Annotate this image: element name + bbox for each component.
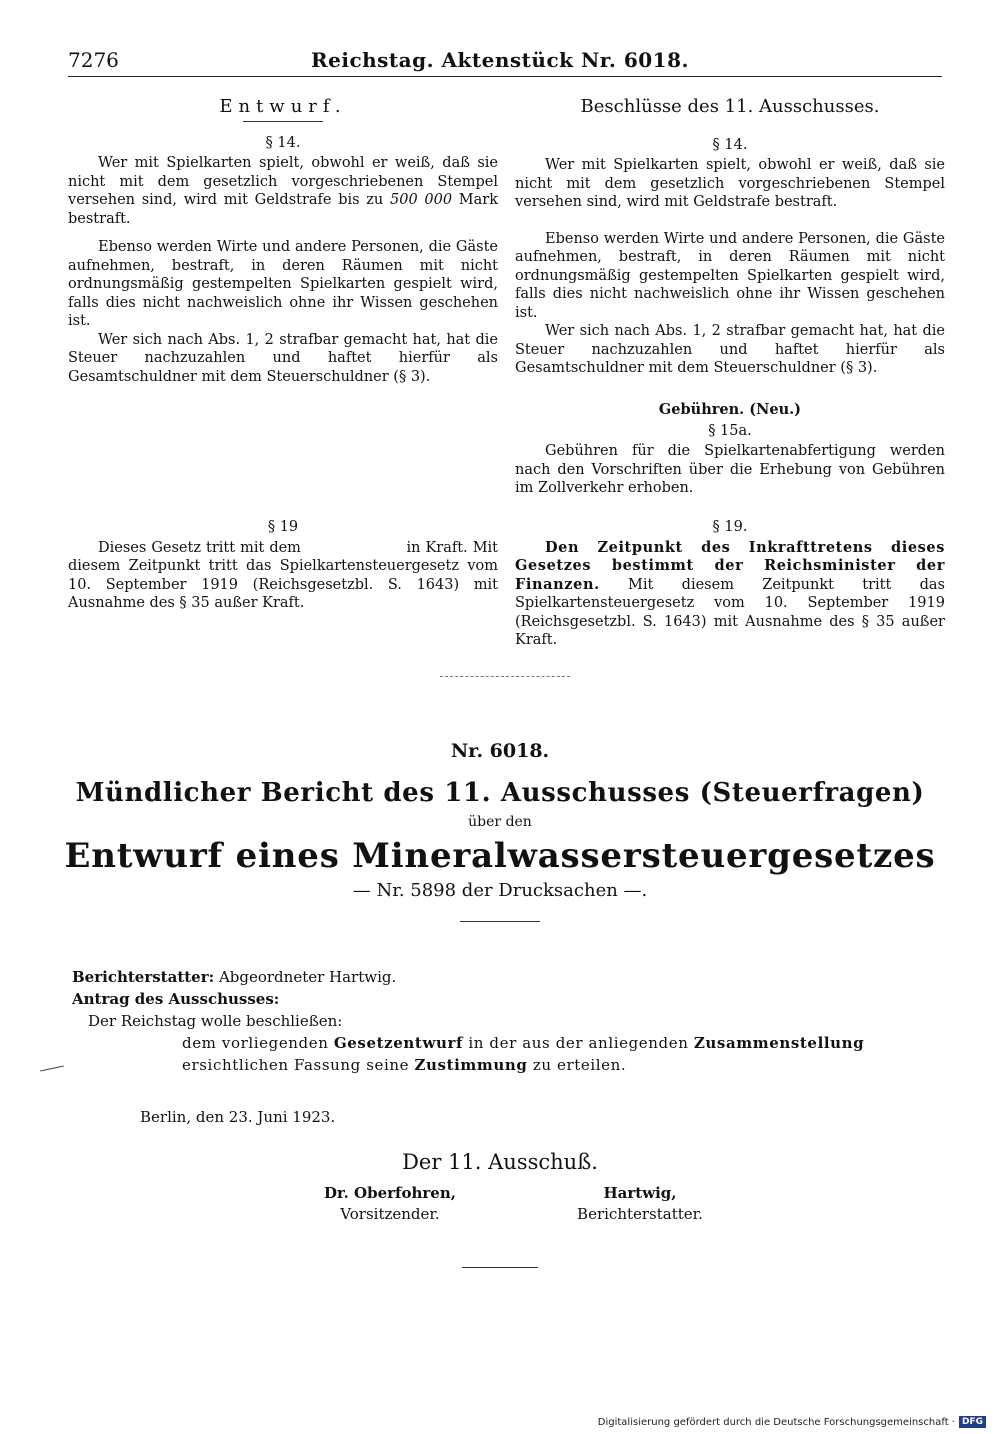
right-s14-para2: Ebenso werden Wirte und andere Personen, die Gäste aufnehmen, bestraft, in deren Räumen mit nicht ordnungsmäßig gestempelten Spielkarten gespielt wird, falls dies nicht nachweislich ohne ihr Wissen geschehen ist. [515,230,945,321]
right-s19-rest: Mit diesem Zeitpunkt tritt das Spielkartensteuergesetz vom 10. September 1919 (Reichsgesetzbl. S. 1643) mit Ausnahme des § 35 außer Kraft. [515,576,945,648]
right-s19-bold: Den Zeitpunkt des Inkrafttretens dieses Gesetzes bestimmt der Reichsminister der Finanzen. [515,538,945,593]
left-s19-block [68,516,503,613]
left-column [68,96,503,611]
right-s19-heading: § 19. [712,519,748,535]
left-s14-amount: 500 000 [390,192,453,208]
motion-intro: Der Reichstag wolle beschließen: [88,1012,343,1030]
report-number: Nr. 6018. [450,740,550,762]
fees-section: § 15a. [708,422,752,439]
fees-text: Gebühren für die Spielkartenabfertigung werden nach den Vorschriften über die Erhebung von Gebühren im Zollverkehr erhoben. [515,443,945,496]
signer-chair-role: Vorsitzender. [340,1205,440,1223]
section-divider [440,676,570,677]
left-s14-para1 [68,154,498,228]
motion-block [72,966,952,1076]
right-s14-para1: Wer mit Spielkarten spielt, obwohl er weiß, daß sie nicht mit dem gesetzlich vorgeschriebenen Stempel versehen sind, wird mit Geldstrafe bestraft. [515,157,945,210]
report-title: Mündlicher Bericht des 11. Ausschusses (Steuerfragen) [75,778,925,808]
right-s19-block [515,516,945,650]
running-head: Reichstag. Aktenstück Nr. 6018. [311,48,689,72]
motion-text [72,1032,952,1076]
motion-b1: Gesetzentwurf [333,1034,464,1052]
draft-title: Entwurf eines Mineralwassersteuergesetzes [64,836,936,876]
fees-heading: Gebühren. (Neu.) [658,401,802,418]
left-s14-para3: Wer sich nach Abs. 1, 2 strafbar gemacht hat, hat die Steuer nachzuzahlen und haftet hierfür als Gesamtschuldner mit dem Steuerschuldner (§ 3). [68,331,498,385]
motion-t3: ersichtlichen Fassung seine [182,1056,415,1074]
margin-mark [40,1066,64,1072]
page-number: 7276 [68,48,119,72]
footer-text: Digitalisierung gefördert durch die Deutsche Forschungsgemeinschaft · [597,1416,955,1428]
left-s14-para1-text: Wer mit Spielkarten spielt, obwohl er weiß, daß sie nicht mit dem gesetzlich vorgeschriebenen Stempel versehen sind, wird mit Geldstrafe bis zu [68,155,498,208]
motion-t1: dem vorliegenden [182,1034,334,1052]
left-s14-heading: § 14. [265,134,301,151]
left-column-title: Entwurf. [219,96,347,117]
left-title-rule [243,121,323,122]
footer-credit [598,1416,986,1428]
right-fees-block [515,401,945,498]
report-heading [0,740,1000,922]
reporter-label: Berichterstatter: [72,968,215,986]
date-line: Berlin, den 23. Juni 1923. [140,1108,336,1126]
report-rule [460,921,540,922]
header-rule [68,76,942,77]
motion-label: Antrag des Ausschusses: [72,990,280,1008]
right-s14-heading: § 14. [712,136,748,153]
motion-b3: Zustimmung [414,1056,528,1074]
reporter-value: Abgeordneter Hartwig. [214,968,397,986]
drucksache-ref: — Nr. 5898 der Drucksachen —. [352,880,648,901]
motion-t2: in der aus der anliegenden [463,1034,694,1052]
signer-reporter-role: Berichterstatter. [577,1205,703,1223]
left-s14-para1-end: Mark bestraft. [68,192,499,227]
left-s19-heading: § 19 [267,519,299,535]
right-s14-para3: Wer sich nach Abs. 1, 2 strafbar gemacht hat, hat die Steuer nachzuzahlen und haftet hierfür als Gesamtschuldner mit dem Steuerschuldner (§ 3). [515,323,945,376]
dfg-logo-icon: DFG [959,1416,986,1428]
signer-reporter-name: Hartwig, [603,1184,677,1202]
signer-chair [290,1183,490,1225]
left-s14-para2: Ebenso werden Wirte und andere Personen, die Gäste aufnehmen, bestraft, in deren Räumen mit nicht ordnungsmäßig gestempelten Spielkarten gespielt wird, falls dies nicht nachweislich ohne ihr Wissen geschehen ist. [68,239,498,329]
signer-reporter [540,1183,740,1225]
motion-t4: zu erteilen. [527,1056,627,1074]
page-header [0,48,1000,78]
report-ueber: über den [468,814,532,830]
end-rule [462,1267,538,1268]
motion-b2: Zusammenstellung [693,1034,865,1052]
committee-name: Der 11. Ausschuß. [402,1150,598,1174]
right-s19-text [515,539,945,650]
reporter-line [72,966,952,988]
right-title-gap [515,121,945,134]
right-column-title: Beschlüsse des 11. Ausschusses. [580,96,880,117]
signer-chair-name: Dr. Oberfohren, [324,1184,456,1202]
left-s19-text: Dieses Gesetz tritt mit dem in Kraft. Mit diesem Zeitpunkt tritt das Spielkartensteuergesetz vom 10. September 1919 (Reichsgesetzbl. S. 1643) mit Ausnahme des § 35 außer Kraft. [68,539,503,611]
right-column [515,96,945,648]
